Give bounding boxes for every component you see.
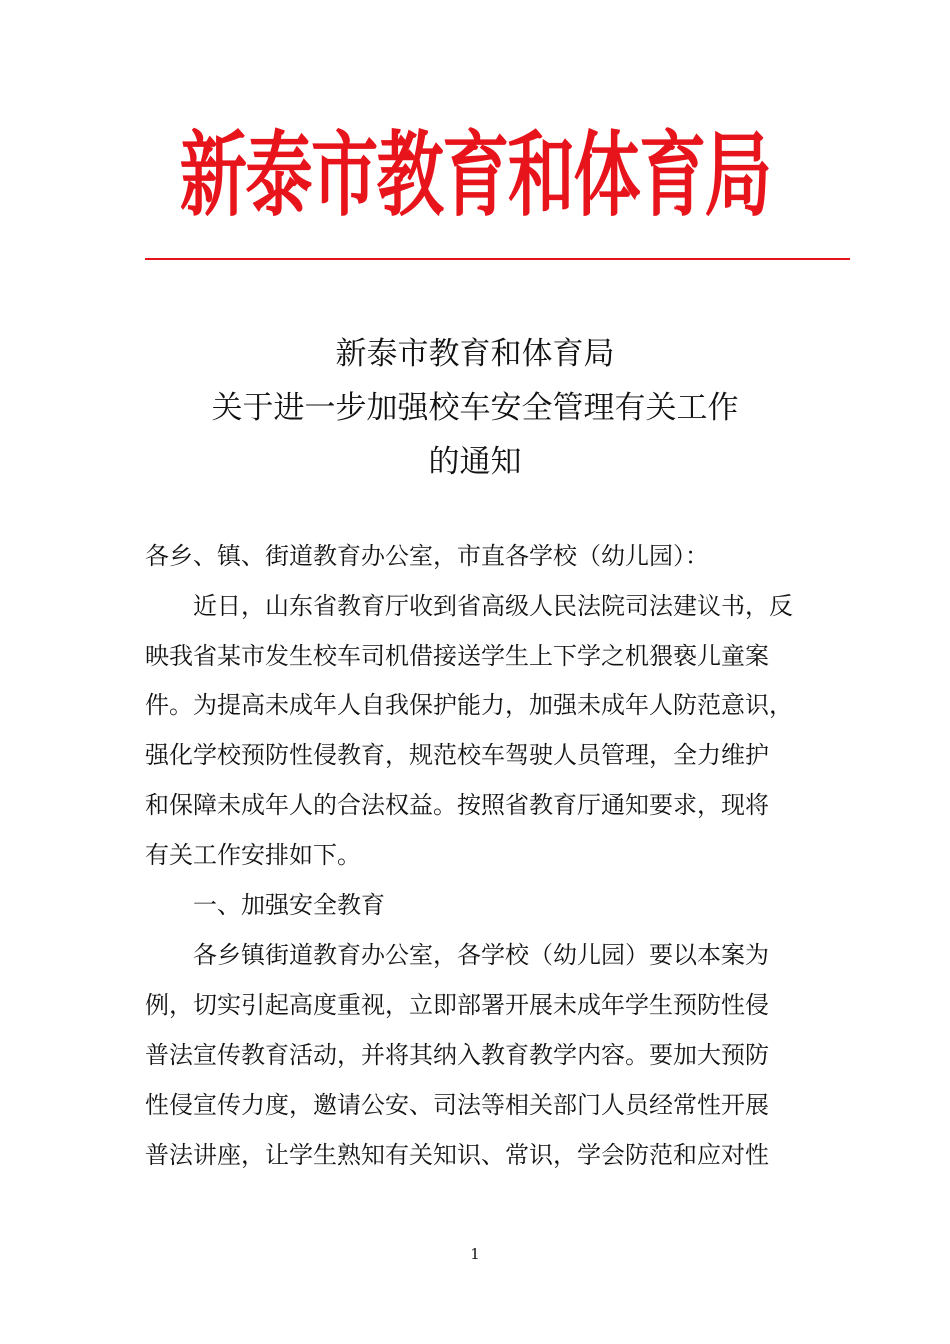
section-heading: 一、加强安全教育	[193, 891, 385, 919]
page-number: 1	[470, 1245, 480, 1263]
title-line: 的通知	[428, 444, 522, 480]
body-line: 普法宣传教育活动，并将其纳入教育教学内容。要加大预防	[145, 1041, 769, 1069]
body-line: 例，切实引起高度重视，立即部署开展未成年学生预防性侵	[145, 991, 769, 1019]
body-line: 映我省某市发生校车司机借接送学生上下学之机猥亵儿童案	[145, 642, 769, 670]
body-line: 和保障未成年人的合法权益。按照省教育厅通知要求，现将	[145, 791, 769, 819]
body-line: 强化学校预防性侵教育，规范校车驾驶人员管理，全力维护	[145, 741, 769, 769]
salutation: 各乡、镇、街道教育办公室，市直各学校（幼儿园）：	[145, 542, 709, 570]
body-line: 近日，山东省教育厅收到省高级人民法院司法建议书，反	[193, 592, 793, 620]
masthead-red-rule	[145, 258, 850, 260]
body-line: 普法讲座，让学生熟知有关知识、常识，学会防范和应对性	[145, 1141, 769, 1169]
body-line: 件。为提高未成年人自我保护能力，加强未成年人防范意识，	[145, 691, 793, 719]
body-line: 有关工作安排如下。	[145, 841, 361, 869]
title-line: 新泰市教育和体育局	[335, 336, 615, 372]
masthead: 新泰市教育和体育局	[179, 123, 771, 230]
title-line: 关于进一步加强校车安全管理有关工作	[211, 390, 739, 426]
body-line: 性侵宣传力度，邀请公安、司法等相关部门人员经常性开展	[145, 1091, 769, 1119]
body-line: 各乡镇街道教育办公室，各学校（幼儿园）要以本案为	[193, 941, 769, 969]
